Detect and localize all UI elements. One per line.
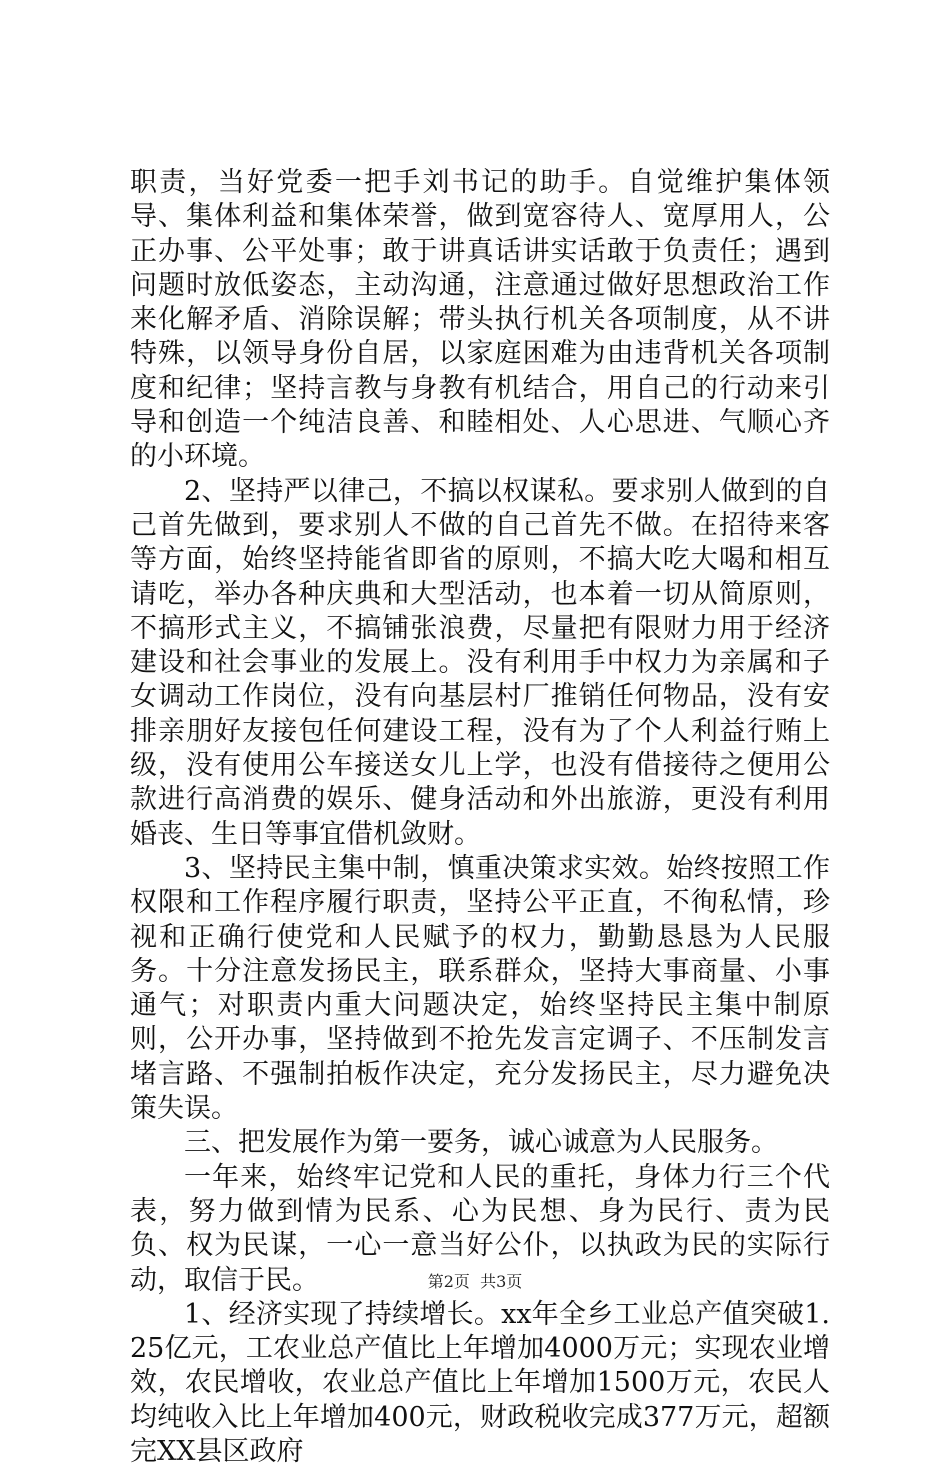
paragraph: 2、坚持严以律己，不搞以权谋私。要求别人做到的自己首先做到，要求别人不做的自己首先不做。在招待来客等方面，始终坚持能省即省的原则，不搞大吃大喝和相互请吃，举办各种庆典和大型活动，也本着一切从简原则，不搞形式主义，不搞铺张浪费，尽量把有限财力用于经济建设和社会事业的发展上。没有利用手中权力为亲属和子女调动工作岗位，没有向基层村厂推销任何物品，没有安排亲朋好友接包任何建设工程，没有为了个人利益行贿上级，没有使用公车接送女儿上学，也没有借接待之便用公款进行高消费的娱乐、健身活动和外出旅游，更没有利用婚丧、生日等事宜借机敛财。 [130, 475, 830, 850]
paragraph: 3、坚持民主集中制，慎重决策求实效。始终按照工作权限和工作程序履行职责，坚持公平正直，不徇私情，珍视和正确行使党和人民赋予的权力，勤勤恳恳为人民服务。十分注意发扬民主，联系群众，坚持大事商量、小事通气；对职责内重大问题决定，始终坚持民主集中制原则，公开办事，坚持做到不抢先发言定调子、不压制发言堵言路、不强制拍板作决定，充分发扬民主，尽力避免决策失误。 [130, 852, 830, 1125]
paragraph: 一年来，始终牢记党和人民的重托，身体力行三个代表，努力做到情为民系、心为民想、身为民行、责为民负、权为民谋，一心一意当好公仆，以执政为民的实际行动，取信于民。 [130, 1161, 830, 1296]
paragraph: 职责，当好党委一把手刘书记的助手。自觉维护集体领导、集体利益和集体荣誉，做到宽容待人、宽厚用人，公正办事、公平处事；敢于讲真话讲实话敢于负责任；遇到问题时放低姿态，主动沟通，注意通过做好思想政治工作来化解矛盾、消除误解；带头执行机关各项制度，从不讲特殊，以领导身份自居，以家庭困难为由违背机关各项制度和纪律；坚持言教与身教有机结合，用自己的行动来引导和创造一个纯洁良善、和睦相处、人心思进、气顺心齐的小环境。 [130, 167, 830, 473]
paragraph: 1、经济实现了持续增长。xx年全乡工业总产值突破1.25亿元，工农业总产值比上年增加4000万元；实现农业增效，农民增收，农业总产值比上年增加1500万元，农民人均纯收入比上年增加400元，财政税收完成377万元，超额完XX县区政府 [130, 1298, 830, 1467]
page-footer [0, 1269, 950, 1292]
section-heading: 三、把发展作为第一要务，诚心诚意为人民服务。 [184, 1127, 778, 1159]
page-number: 第2页 [427, 1272, 470, 1291]
page-total: 共3页 [480, 1272, 523, 1291]
